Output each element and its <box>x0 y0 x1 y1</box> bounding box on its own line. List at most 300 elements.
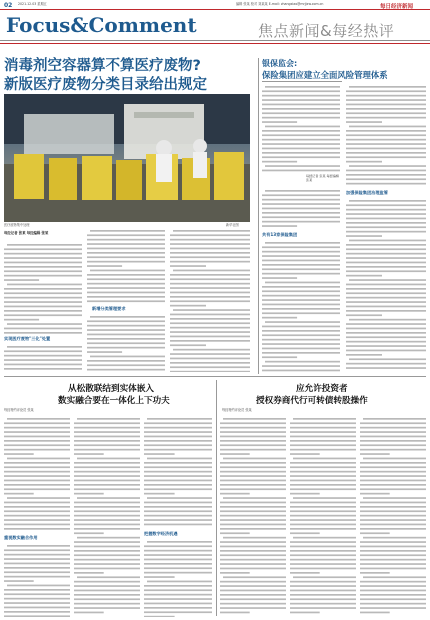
text-line <box>346 95 426 97</box>
text-line <box>360 444 426 446</box>
main-photo <box>4 94 250 222</box>
text-line <box>290 550 356 552</box>
text-line <box>7 323 82 325</box>
newspaper-logo: 每日经济新闻 <box>380 4 414 10</box>
text-line <box>346 367 426 369</box>
text-line <box>360 532 390 534</box>
text-line <box>87 320 165 322</box>
text-line <box>147 497 212 499</box>
text-line <box>346 152 426 154</box>
text-line <box>87 292 165 294</box>
text-line <box>220 506 286 508</box>
text-line <box>74 422 140 424</box>
text-line <box>4 359 82 361</box>
text-line <box>144 444 212 446</box>
text-line <box>74 515 140 517</box>
text-line <box>346 328 426 330</box>
text-line <box>346 235 382 237</box>
text-line <box>265 190 340 192</box>
text-line <box>7 497 70 499</box>
text-line <box>360 510 426 512</box>
text-line <box>290 572 320 574</box>
text-line <box>74 488 140 490</box>
text-line <box>290 524 356 526</box>
text-line <box>262 199 340 201</box>
text-line <box>346 354 382 356</box>
text-line <box>4 449 70 451</box>
text-line <box>262 326 340 328</box>
text-line <box>4 515 70 517</box>
text-line <box>360 484 426 486</box>
text-line <box>4 593 70 595</box>
text-line <box>290 598 356 600</box>
text-line <box>74 541 140 543</box>
text-line <box>223 418 286 420</box>
commentary-left-subhead1: 重视数实融合作用 <box>4 535 38 540</box>
text-line <box>74 436 140 438</box>
text-line <box>87 248 165 250</box>
text-line <box>262 143 340 145</box>
text-line <box>220 488 286 490</box>
text-line <box>290 590 356 592</box>
text-line <box>262 221 340 223</box>
text-line <box>346 297 426 299</box>
text-line <box>170 305 206 307</box>
text-line <box>4 444 70 446</box>
text-line <box>4 453 34 455</box>
text-line <box>346 178 426 180</box>
text-line <box>346 218 426 220</box>
text-line <box>74 590 140 592</box>
text-line <box>87 278 165 280</box>
text-line <box>360 453 390 455</box>
text-line <box>4 589 70 591</box>
text-line <box>349 358 426 360</box>
text-line <box>74 554 140 556</box>
text-line <box>293 458 356 460</box>
text-line <box>265 321 340 323</box>
text-line <box>173 230 250 232</box>
text-line <box>360 427 426 429</box>
text-line <box>262 304 340 306</box>
text-line <box>346 121 382 123</box>
text-line <box>346 262 426 264</box>
text-line <box>220 585 286 587</box>
side-byline: 每经记者 张某 每经编辑 张某 <box>306 174 339 183</box>
text-line <box>7 244 82 246</box>
text-line <box>170 318 250 320</box>
main-article <box>4 52 254 372</box>
text-line <box>290 541 356 543</box>
side-body-col2 <box>346 84 426 188</box>
side-subhead2: 加强保险集团治理监管 <box>346 190 388 195</box>
text-line <box>4 262 82 264</box>
date-line: 2021.12.03 星期五 <box>18 2 47 6</box>
text-line <box>346 209 426 211</box>
text-line <box>360 519 426 521</box>
text-line <box>262 343 340 345</box>
text-line <box>4 488 70 490</box>
text-line <box>4 466 70 468</box>
text-line <box>346 257 426 259</box>
text-line <box>360 585 426 587</box>
commentary-right <box>220 380 426 618</box>
text-line <box>4 427 70 429</box>
text-line <box>360 572 390 574</box>
text-line <box>262 194 340 196</box>
text-line <box>173 270 250 272</box>
text-line <box>170 265 206 267</box>
text-line <box>360 554 426 556</box>
text-line <box>87 287 165 289</box>
text-line <box>346 183 426 185</box>
text-line <box>4 580 34 582</box>
text-line <box>4 436 70 438</box>
cr-body-col3 <box>360 416 426 616</box>
text-line <box>290 607 356 609</box>
text-line <box>262 246 340 248</box>
text-line <box>346 134 426 136</box>
text-line <box>220 462 286 464</box>
text-line <box>220 572 250 574</box>
text-line <box>7 585 70 587</box>
text-line <box>170 274 250 276</box>
text-line <box>346 117 426 119</box>
text-line <box>144 488 212 490</box>
text-line <box>144 422 212 424</box>
text-line <box>220 554 286 556</box>
text-line <box>4 615 70 617</box>
page-number: 02 <box>4 2 13 9</box>
text-line <box>346 345 426 347</box>
text-line <box>144 449 212 451</box>
text-line <box>346 204 426 206</box>
text-line <box>262 225 297 227</box>
text-line <box>74 550 140 552</box>
text-line <box>4 368 82 370</box>
text-line <box>220 563 286 565</box>
text-line <box>290 506 356 508</box>
editor-line: 编辑 张某 校对 刘某某 E-mail: zhangxiao@mrjjxw.com.cn <box>236 2 324 6</box>
text-line <box>74 484 140 486</box>
text-line <box>290 603 356 605</box>
text-line <box>170 248 250 250</box>
text-line <box>346 266 426 268</box>
text-line <box>4 275 82 277</box>
text-line <box>360 594 426 596</box>
text-line <box>144 589 212 591</box>
text-line <box>290 515 356 517</box>
text-line <box>144 484 212 486</box>
text-line <box>144 554 212 556</box>
text-line <box>346 292 426 294</box>
main-body-col1b <box>4 344 82 372</box>
text-line <box>346 112 426 114</box>
text-line <box>290 444 356 446</box>
text-line <box>262 90 340 92</box>
text-line <box>360 612 390 614</box>
text-line <box>346 323 426 325</box>
text-line <box>4 306 82 308</box>
text-line <box>223 576 286 578</box>
text-line <box>220 510 286 512</box>
text-line <box>265 282 340 284</box>
section-title: Focus&Comment <box>6 13 197 37</box>
text-line <box>90 316 165 318</box>
text-line <box>262 370 340 372</box>
text-line <box>262 108 340 110</box>
text-line <box>144 453 175 455</box>
text-line <box>220 594 286 596</box>
text-line <box>173 309 250 311</box>
commentary-right-title1: 应允许投资者 <box>296 384 348 394</box>
text-line <box>144 515 212 517</box>
text-line <box>74 568 140 570</box>
text-line <box>4 510 70 512</box>
text-line <box>4 328 82 330</box>
text-line <box>144 607 212 609</box>
text-line <box>346 288 426 290</box>
text-line <box>349 200 426 202</box>
text-line <box>74 594 140 596</box>
text-line <box>87 342 165 344</box>
text-line <box>4 563 70 565</box>
text-line <box>360 590 426 592</box>
text-line <box>74 559 140 561</box>
text-line <box>360 568 426 570</box>
text-line <box>349 319 426 321</box>
text-line <box>4 558 70 560</box>
text-line <box>7 545 70 547</box>
text-line <box>262 139 340 141</box>
text-line <box>4 480 70 482</box>
text-line <box>144 440 212 442</box>
text-line <box>363 537 426 539</box>
text-line <box>144 524 212 526</box>
text-line <box>223 497 286 499</box>
text-line <box>74 444 140 446</box>
text-line <box>360 581 426 583</box>
text-line <box>290 612 320 614</box>
cr-body-col1 <box>220 416 286 616</box>
text-line <box>346 275 382 277</box>
text-line <box>170 296 250 298</box>
text-line <box>360 546 426 548</box>
text-line <box>346 306 426 308</box>
text-line <box>262 352 340 354</box>
text-line <box>87 338 165 340</box>
text-line <box>87 325 165 327</box>
text-line <box>144 572 212 574</box>
text-line <box>74 510 140 512</box>
text-line <box>144 576 175 578</box>
text-line <box>170 362 250 364</box>
text-line <box>360 506 426 508</box>
text-line <box>349 86 426 88</box>
side-body-col1 <box>262 84 340 172</box>
main-title-line1: 消毒剂空容器算不算医疗废物? <box>4 58 201 74</box>
text-line <box>170 327 250 329</box>
text-line <box>262 312 340 314</box>
text-line <box>349 279 426 281</box>
text-line <box>4 257 82 259</box>
text-line <box>360 471 426 473</box>
text-line <box>360 475 426 477</box>
text-line <box>170 239 250 241</box>
text-line <box>4 319 39 321</box>
text-line <box>360 550 426 552</box>
text-line <box>74 598 140 600</box>
side-article <box>262 58 428 374</box>
text-line <box>290 594 356 596</box>
text-line <box>4 301 82 303</box>
text-line <box>170 234 250 236</box>
text-line <box>220 519 286 521</box>
text-line <box>170 252 250 254</box>
text-line <box>346 174 426 176</box>
text-line <box>262 216 340 218</box>
text-line <box>144 603 212 605</box>
side-body-col1c <box>262 240 340 372</box>
text-line <box>290 493 320 495</box>
text-line <box>220 484 286 486</box>
text-line <box>144 431 212 433</box>
photo-credit: 新华社图 <box>226 223 239 227</box>
text-line <box>262 130 340 132</box>
text-line <box>262 208 340 210</box>
text-line <box>262 152 340 154</box>
text-line <box>4 602 70 604</box>
text-line <box>4 314 82 316</box>
text-line <box>4 266 82 268</box>
text-line <box>77 497 140 499</box>
text-line <box>265 86 340 88</box>
text-line <box>170 283 250 285</box>
text-line <box>220 541 286 543</box>
text-line <box>262 277 297 279</box>
text-line <box>262 330 340 332</box>
text-line <box>7 418 70 420</box>
text-line <box>7 284 82 286</box>
text-line <box>144 519 212 521</box>
text-line <box>4 332 82 334</box>
text-line <box>220 515 286 517</box>
text-line <box>360 598 426 600</box>
text-line <box>290 510 356 512</box>
photo-caption: 医疗废物集中处理 <box>4 223 30 227</box>
text-line <box>4 310 82 312</box>
text-line <box>363 576 426 578</box>
text-line <box>4 422 70 424</box>
text-line <box>346 226 426 228</box>
text-line <box>74 502 140 504</box>
text-line <box>87 334 165 336</box>
text-line <box>290 453 320 455</box>
text-line <box>262 161 297 163</box>
text-line <box>144 506 212 508</box>
text-line <box>290 559 356 561</box>
cr-body-col2 <box>290 416 356 616</box>
text-line <box>290 585 356 587</box>
text-line <box>147 581 212 583</box>
text-line <box>290 484 356 486</box>
text-line <box>4 270 82 272</box>
text-line <box>144 466 212 468</box>
text-line <box>346 90 426 92</box>
text-line <box>4 576 70 578</box>
text-line <box>265 361 340 363</box>
text-line <box>290 466 356 468</box>
side-body-col1b <box>262 188 340 228</box>
text-line <box>144 594 212 596</box>
text-line <box>87 369 165 371</box>
text-line <box>262 251 340 253</box>
text-line <box>4 567 70 569</box>
text-line <box>349 165 426 167</box>
text-line <box>262 339 340 341</box>
text-line <box>220 493 250 495</box>
text-line <box>290 449 356 451</box>
text-line <box>220 431 286 433</box>
text-line <box>346 350 426 352</box>
text-line <box>220 598 286 600</box>
text-line <box>349 126 426 128</box>
text-line <box>262 255 340 257</box>
text-line <box>220 449 286 451</box>
text-line <box>360 563 426 565</box>
text-line <box>7 458 70 460</box>
text-line <box>220 581 286 583</box>
text-line <box>4 364 82 366</box>
text-line <box>220 471 286 473</box>
text-line <box>346 143 426 145</box>
text-line <box>87 329 165 331</box>
text-line <box>360 502 426 504</box>
text-line <box>290 568 356 570</box>
text-line <box>220 422 286 424</box>
text-line <box>262 264 340 266</box>
text-line <box>290 440 356 442</box>
text-line <box>262 365 340 367</box>
text-line <box>74 440 140 442</box>
text-line <box>170 300 250 302</box>
text-line <box>170 358 250 360</box>
commentary-left-title2: 数实融合要在一体化上下功夫 <box>58 396 170 406</box>
text-line <box>346 310 426 312</box>
text-line <box>4 484 70 486</box>
text-line <box>170 336 250 338</box>
text-line <box>346 363 426 365</box>
text-line <box>290 488 356 490</box>
text-line <box>170 340 250 342</box>
text-line <box>144 550 212 552</box>
text-line <box>144 480 212 482</box>
text-line <box>74 493 104 495</box>
text-line <box>360 607 426 609</box>
text-line <box>220 502 286 504</box>
text-line <box>346 99 426 101</box>
text-line <box>290 502 356 504</box>
text-line <box>170 243 250 245</box>
text-line <box>360 528 426 530</box>
text-line <box>87 274 165 276</box>
text-line <box>290 554 356 556</box>
text-line <box>147 541 212 543</box>
text-line <box>346 108 426 110</box>
text-line <box>220 528 286 530</box>
text-line <box>290 462 356 464</box>
main-byline: 每经记者 张某 每经编辑 张某 <box>4 231 49 235</box>
